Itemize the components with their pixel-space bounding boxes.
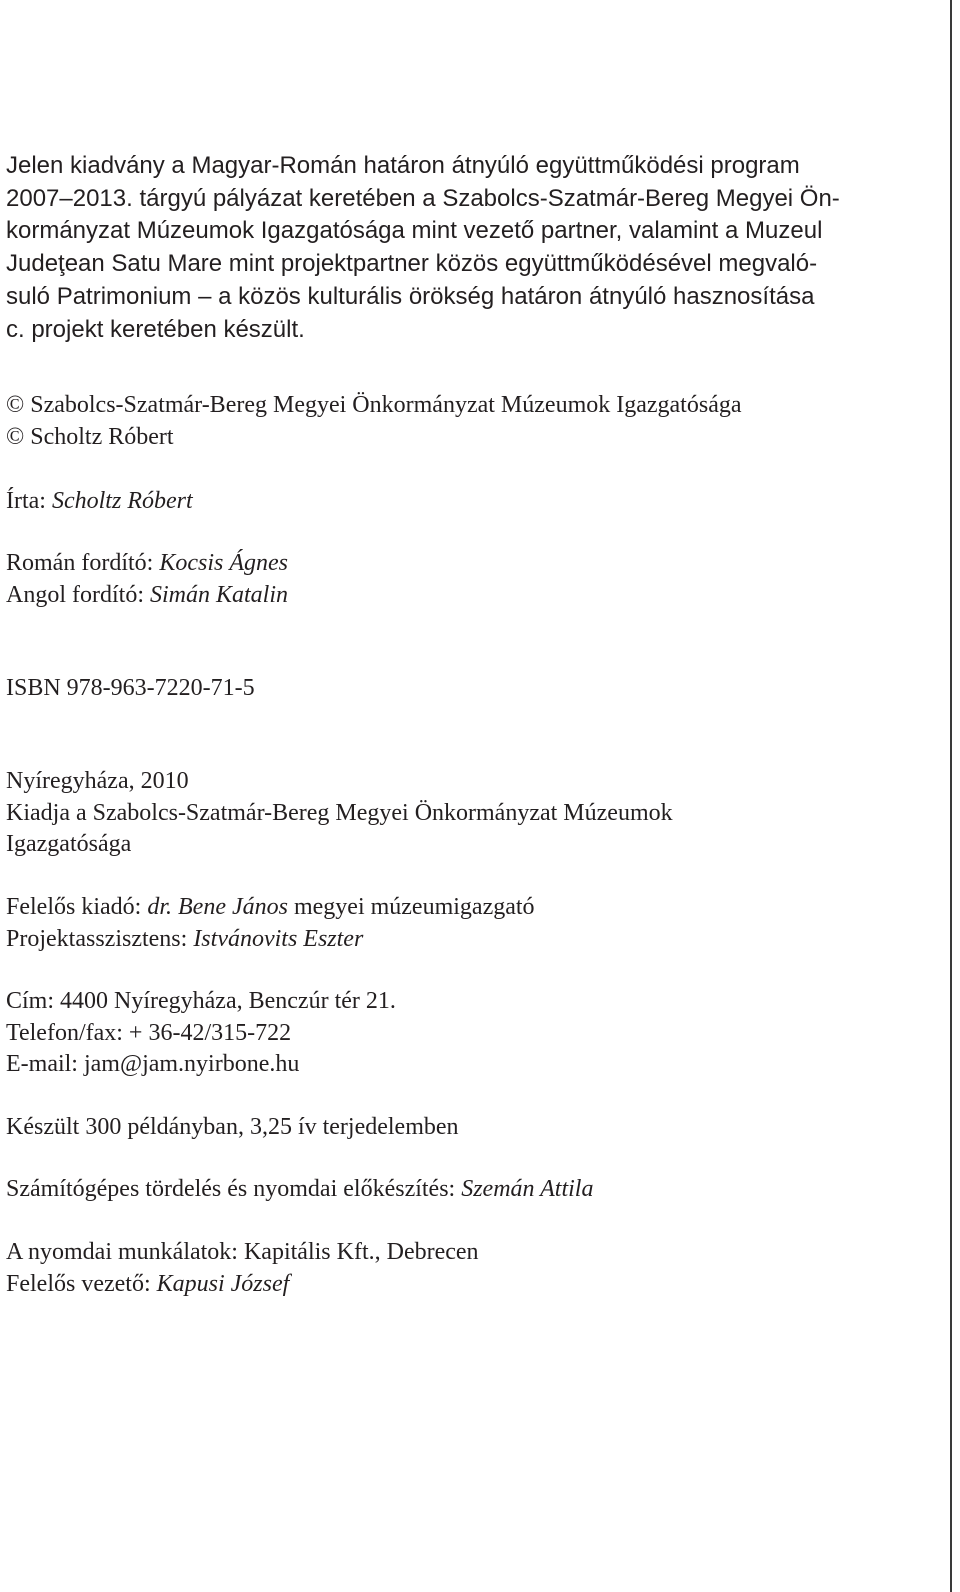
address: Cím: 4400 Nyíregyháza, Benczúr tér 21. bbox=[6, 988, 396, 1014]
isbn-line bbox=[6, 673, 255, 705]
layout-credit-line bbox=[6, 1174, 593, 1206]
author-name: Scholtz Róbert bbox=[51, 488, 193, 514]
place-year: Nyíregyháza, 2010 bbox=[6, 768, 189, 794]
printing-company: A nyomdai munkálatok: Kapitális Kft., Debrecen bbox=[6, 1239, 479, 1265]
english-translator-name: Simán Katalin bbox=[150, 581, 289, 608]
email: E-mail: jam@jam.nyirbone.hu bbox=[6, 1051, 300, 1077]
english-translator-label: Angol fordító: bbox=[6, 581, 150, 608]
intro-line: c. projekt keretében készült. bbox=[6, 315, 305, 343]
romanian-translator-label: Román fordító: bbox=[6, 550, 160, 576]
layout-credit-name: Szemán Attila bbox=[461, 1176, 594, 1202]
project-assistant-name: Istvánovits Eszter bbox=[193, 925, 364, 952]
translators-block bbox=[6, 548, 288, 611]
publisher-line: Igazgatósága bbox=[6, 831, 132, 857]
imprint-page bbox=[6, 150, 906, 1297]
responsible-block bbox=[6, 892, 535, 955]
print-run: Készült 300 példányban, 3,25 ív terjedelemben bbox=[6, 1114, 459, 1140]
printing-block bbox=[6, 1237, 479, 1300]
print-run-line bbox=[6, 1112, 459, 1144]
layout-credit-label: Számítógépes tördelés és nyomdai előkészítés: bbox=[6, 1176, 462, 1202]
contact-block bbox=[6, 986, 396, 1081]
copyright-block bbox=[6, 390, 742, 453]
copyright-author: © Scholtz Róbert bbox=[6, 423, 174, 450]
printing-manager-label: Felelős vezető: bbox=[6, 1270, 157, 1297]
phone-fax: Telefon/fax: + 36-42/315-722 bbox=[6, 1019, 292, 1046]
copyright-institution: © Szabolcs-Szatmár-Bereg Megyei Önkormányzat Múzeumok Igazgatósága bbox=[6, 392, 742, 418]
page-edge-rule bbox=[950, 0, 952, 1592]
intro-line: Judeţean Satu Mare mint projektpartner közös együttműködésével megvaló- bbox=[6, 250, 818, 278]
intro-line: suló Patrimonium – a közös kulturális örökség határon átnyúló hasznosítása bbox=[6, 282, 815, 310]
responsible-publisher-label: Felelős kiadó: bbox=[6, 894, 148, 920]
publisher-line: Kiadja a Szabolcs-Szatmár-Bereg Megyei Önkormányzat Múzeumok bbox=[6, 799, 673, 826]
author-label: Írta: bbox=[6, 488, 52, 514]
printing-manager-name: Kapusi József bbox=[156, 1270, 290, 1297]
responsible-publisher-role: megyei múzeumigazgató bbox=[287, 894, 535, 920]
intro-line: 2007–2013. tárgyú pályázat keretében a Szabolcs-Szatmár-Bereg Megyei Ön- bbox=[6, 184, 840, 212]
intro-line: Jelen kiadvány a Magyar-Román határon átnyúló együttműködési program bbox=[6, 152, 800, 179]
author-line bbox=[6, 486, 193, 518]
intro-line: kormányzat Múzeumok Igazgatósága mint vezető partner, valamint a Muzeul bbox=[6, 217, 823, 245]
romanian-translator-name: Kocsis Ágnes bbox=[159, 550, 288, 576]
project-assistant-label: Projektasszisztens: bbox=[6, 925, 194, 952]
responsible-publisher-name: dr. Bene János bbox=[147, 894, 288, 920]
publisher-block bbox=[6, 766, 673, 861]
isbn: ISBN 978-963-7220-71-5 bbox=[6, 675, 255, 701]
intro-paragraph bbox=[6, 150, 906, 346]
